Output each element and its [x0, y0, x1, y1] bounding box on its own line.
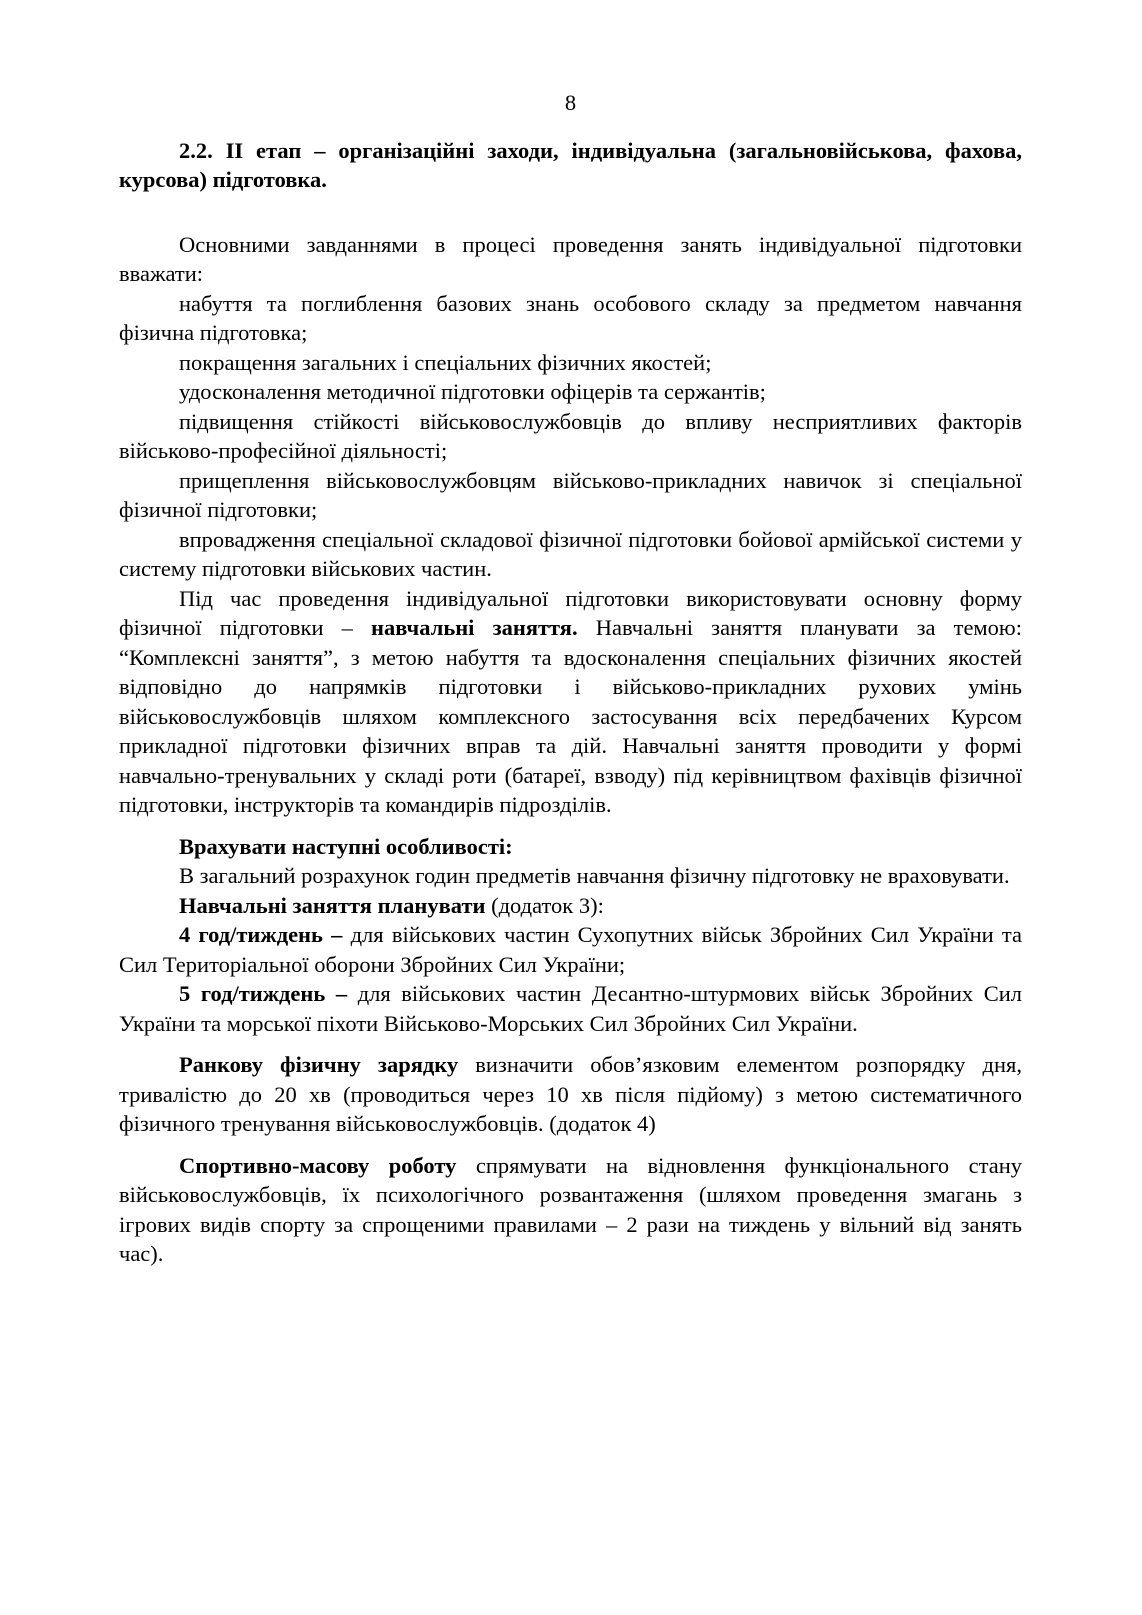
paragraph-task-3 [119, 377, 1022, 407]
text-run: прищеплення військовослужбовцям військово-прикладних навичок зі спеціальної фізичної підготовки; [119, 467, 1022, 522]
text-run: Ранкову фізичну зарядку [179, 1052, 459, 1077]
text-run: навчальні заняття. [371, 615, 578, 640]
paragraph-task-5 [119, 466, 1022, 525]
document-content [119, 136, 1022, 1269]
paragraph-task-2 [119, 348, 1022, 378]
text-run: покращення загальних і спеціальних фізичних якостей; [179, 349, 712, 375]
paragraph-sports-work [119, 1151, 1022, 1269]
text-run: (додаток 3): [485, 892, 604, 918]
paragraph-task-6 [119, 525, 1022, 584]
paragraph-4-hours [119, 920, 1022, 979]
text-run: Навчальні заняття планувати [179, 892, 486, 918]
text-run: впровадження спеціальної складової фізичної підготовки бойової армійської системи у систему підготовки військових частин. [119, 526, 1022, 581]
text-run: Спортивно-масову роботу [179, 1152, 457, 1178]
paragraph-plan-sessions [119, 891, 1022, 921]
text-run: Основними завданнями в процесі проведення занять індивідуальної підготовки вважати: [119, 231, 1022, 286]
text-run: для військових частин Сухопутних військ Збройних Сил України та Сил Територіальної оборони Збройних Сил України; [119, 922, 1023, 977]
text-run: Врахувати наступні особливості: [179, 833, 513, 859]
text-run: удосконалення методичної підготовки офіцерів та сержантів; [179, 379, 766, 404]
text-run: 2.2. ІІ етап – організаційні заходи, індивідуальна (загальновійськова, фахова, курсова) підготовка. [119, 137, 1022, 192]
paragraph-morning-exercise [119, 1050, 1022, 1139]
text-run: визначити обов’язковим елементом розпорядку дня, тривалістю до 20 хв (проводиться через 10 хв після підйому) з метою систематичного фізичного тренування військовослужбовців. (додаток 4) [119, 1052, 1022, 1136]
text-run: Навчальні заняття планувати за темою: “Комплексні заняття”, з метою набуття та вдосконалення спеціальних фізичних якостей відповідно до напрямків підготовки і військово-прикладних рухових умінь військовослужбовців шляхом комплексного застосування всіх передбачених Курсом прикладної підготовки фізичних вправ та дій. Навчальні заняття проводити у формі навчально-тренувальних у складі роти (батареї, взводу) під керівництвом фахівців фізичної підготовки, інструкторів та командирів підрозділів. [119, 615, 1022, 817]
page-number: 8 [564, 90, 577, 115]
paragraph-task-4 [119, 407, 1022, 466]
text-run: В загальний розрахунок годин предметів навчання фізичну підготовку не враховувати. [179, 863, 1010, 888]
text-run: підвищення стійкості військовослужбовців до впливу несприятливих факторів військово-професійної діяльності; [119, 408, 1022, 463]
text-run: 5 год/тиждень – [179, 981, 358, 1006]
paragraph-task-1 [119, 289, 1022, 348]
section-heading [119, 136, 1022, 195]
paragraph-hours-note [119, 861, 1022, 891]
text-run: набуття та поглиблення базових знань особового складу за предметом навчання фізична підготовка; [119, 290, 1022, 345]
text-run: для військових частин Десантно-штурмових військ Збройних Сил України та морської піхоти Військово-Морських Сил Збройних Сил України. [119, 981, 1023, 1036]
paragraph-5-hours [119, 979, 1022, 1038]
paragraph-intro [119, 230, 1022, 289]
paragraph-features-heading [119, 832, 1022, 862]
text-run: 4 год/тиждень – [179, 922, 351, 947]
text-run: Під час проведення індивідуальної підготовки використовувати основну форму фізичної підготовки – [119, 585, 1022, 640]
paragraph-training-sessions [119, 584, 1022, 820]
text-run: спрямувати на відновлення функціонального стану військовослужбовців, їх психологічного розвантаження (шляхом проведення змагань з ігрових видів спорту за спрощеними правилами – 2 рази на тиждень у вільний від занять час). [119, 1152, 1022, 1266]
